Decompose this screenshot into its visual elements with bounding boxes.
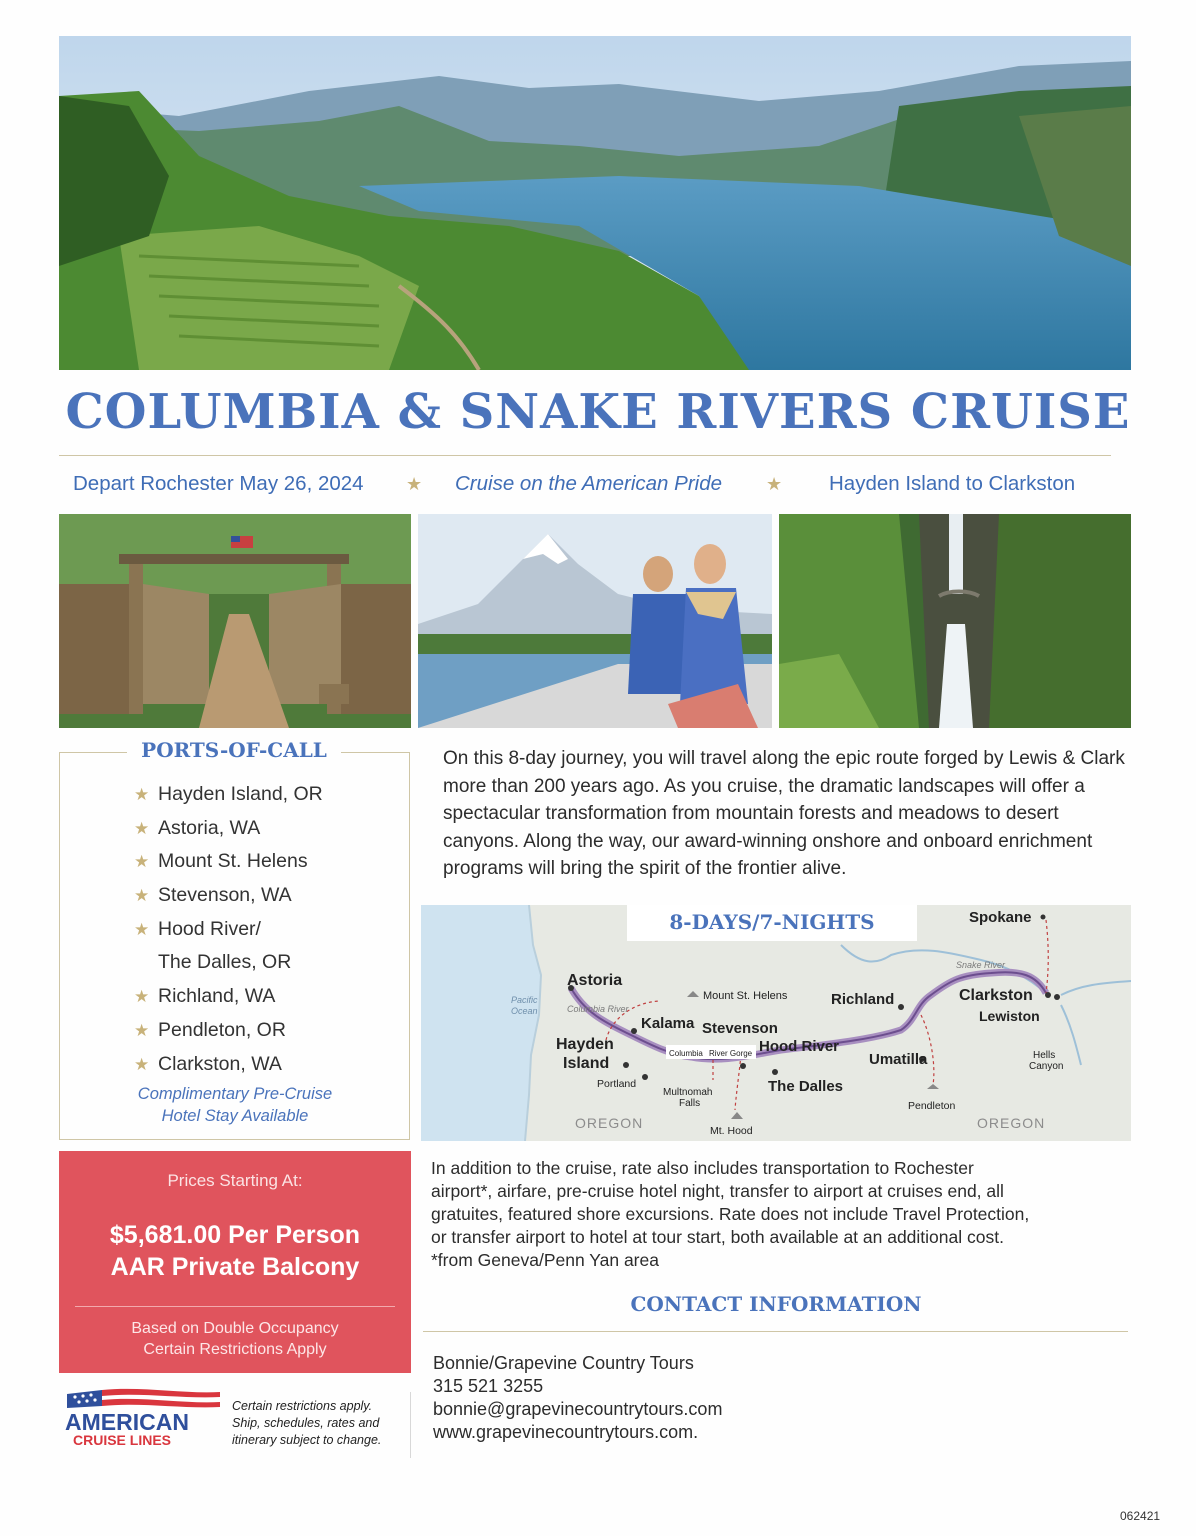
photo-multnomah-falls — [779, 514, 1131, 728]
star-icon: ★ — [134, 785, 150, 804]
star-icon: ★ — [134, 886, 150, 906]
document-code: 062421 — [1120, 1509, 1161, 1523]
route-info: Hayden Island to Clarkston — [829, 472, 1076, 495]
map-label: Snake River — [956, 960, 1006, 970]
map-label: OREGON — [575, 1115, 644, 1131]
map-label: Stevenson — [702, 1020, 778, 1037]
pre-cruise-hotel-note: Complimentary Pre-Cruise Hotel Stay Available — [137, 1085, 333, 1125]
star-icon: ★ — [134, 818, 150, 838]
list-item: ★ Astoria, WA — [134, 814, 394, 848]
ship-info: Cruise on the American Pride — [455, 472, 723, 495]
map-label: Pendleton — [908, 1100, 956, 1112]
map-label: The Dalles — [768, 1078, 844, 1095]
map-label: Richland — [831, 991, 895, 1008]
map-label: Hood River — [759, 1038, 840, 1055]
map-label: River Gorge — [709, 1049, 753, 1058]
contact-phone[interactable]: 315 521 3255 — [433, 1376, 544, 1396]
star-icon: ★ — [134, 919, 150, 939]
contact-name: Bonnie/Grapevine Country Tours — [433, 1353, 694, 1373]
price-note: Based on Double Occupancy Certain Restrictions Apply — [131, 1320, 339, 1358]
logo-text: CRUISE LINES — [73, 1432, 172, 1448]
list-item: ★ Pendleton, OR — [134, 1016, 394, 1050]
price-box — [59, 1151, 411, 1373]
list-item: ★ Mount St. Helens — [134, 847, 394, 881]
map-label: Umatilla — [869, 1051, 928, 1068]
map-label: Pacific — [511, 995, 538, 1005]
star-icon: ★ — [134, 987, 150, 1007]
map-label: Hayden — [556, 1036, 614, 1053]
map-label: Canyon — [1029, 1061, 1064, 1072]
photo-fort-gate — [59, 514, 411, 728]
map-label: Island — [563, 1055, 610, 1072]
map-label: Columbia River — [567, 1004, 629, 1014]
map-label: OREGON — [977, 1115, 1046, 1131]
page-title: COLUMBIA & SNAKE RIVERS CRUISE — [65, 384, 1131, 440]
map-title: 8-DAYS/7-NIGHTS — [669, 910, 875, 934]
contact-divider — [423, 1331, 1128, 1332]
map-label: Clarkston — [959, 987, 1033, 1004]
departure-info: Depart Rochester May 26, 2024 — [73, 472, 364, 495]
list-item: ★ Clarkston, WA — [134, 1050, 394, 1084]
contact-title: CONTACT INFORMATION — [630, 1292, 922, 1316]
map-label: Kalama — [641, 1015, 695, 1032]
map-label: Ocean — [511, 1006, 538, 1016]
map-label: Mt. Hood — [710, 1125, 753, 1137]
rate-includes-paragraph: In addition to the cruise, rate also includes transportation to Rochester airport*, airfare, pre-cruise hotel night, transfer to airport at cruises end, all gratuites, featured shore excursions. Rate does not include Travel Protection, or transfer airport to hotel at tour start, both available at an additional cost. *from Geneva/Penn Yan area — [431, 1158, 1030, 1270]
map-label: Spokane — [969, 909, 1032, 926]
map-label: Portland — [597, 1078, 637, 1090]
hero-photo-columbia-gorge — [59, 36, 1131, 370]
price-amount: $5,681.00 Per Person AAR Private Balcony — [109, 1221, 361, 1281]
contact-website[interactable]: www.grapevinecountrytours.com. — [433, 1422, 699, 1442]
title-divider — [59, 455, 1111, 456]
map-label: Lewiston — [979, 1008, 1040, 1024]
logo-text: AMERICAN — [65, 1409, 189, 1435]
map-label: Mount St. Helens — [703, 990, 788, 1002]
list-item: ★ Hood River/ — [134, 915, 394, 949]
ports-of-call-title: PORTS-OF-CALL — [141, 738, 327, 762]
intro-paragraph: On this 8-day journey, you will travel along the epic route forged by Lewis & Clark more than 200 years ago. As you cruise, the dramatic landscapes will offer a spectacular transformation from mountain forests and meadows to desert canyons. Along the way, our award-winning onshore and onboard enrichment programs will bring the spirit of the frontier alive. — [443, 748, 1125, 879]
price-heading: Prices Starting At: — [167, 1171, 303, 1190]
american-cruise-lines-logo — [62, 1386, 222, 1448]
star-icon: ★ — [134, 1020, 150, 1040]
separator-star-icon: ★ — [406, 474, 423, 494]
list-item: ★ Hayden Island, OR — [134, 780, 394, 814]
map-label: Hells — [1033, 1050, 1056, 1061]
star-icon: ★ — [134, 852, 150, 872]
list-item: ★ Richland, WA — [134, 982, 394, 1016]
photo-couple-on-deck — [418, 514, 772, 728]
map-label: Multnomah — [663, 1087, 713, 1098]
separator-star-icon: ★ — [766, 474, 783, 494]
map-label: Astoria — [567, 972, 623, 989]
ports-of-call-list — [134, 780, 394, 1083]
list-item: ★ Stevenson, WA — [134, 881, 394, 915]
route-map — [421, 905, 1131, 1141]
fine-print: Certain restrictions apply. Ship, schedules, rates and itinerary subject to change. — [232, 1399, 382, 1447]
contact-email[interactable]: bonnie@grapevinecountrytours.com — [433, 1399, 723, 1419]
map-label: Falls — [679, 1098, 701, 1109]
list-item-continuation: The Dalles, OR — [158, 951, 292, 974]
map-label: Columbia — [669, 1049, 703, 1058]
contact-block — [433, 1352, 722, 1444]
star-icon: ★ — [134, 1054, 150, 1074]
